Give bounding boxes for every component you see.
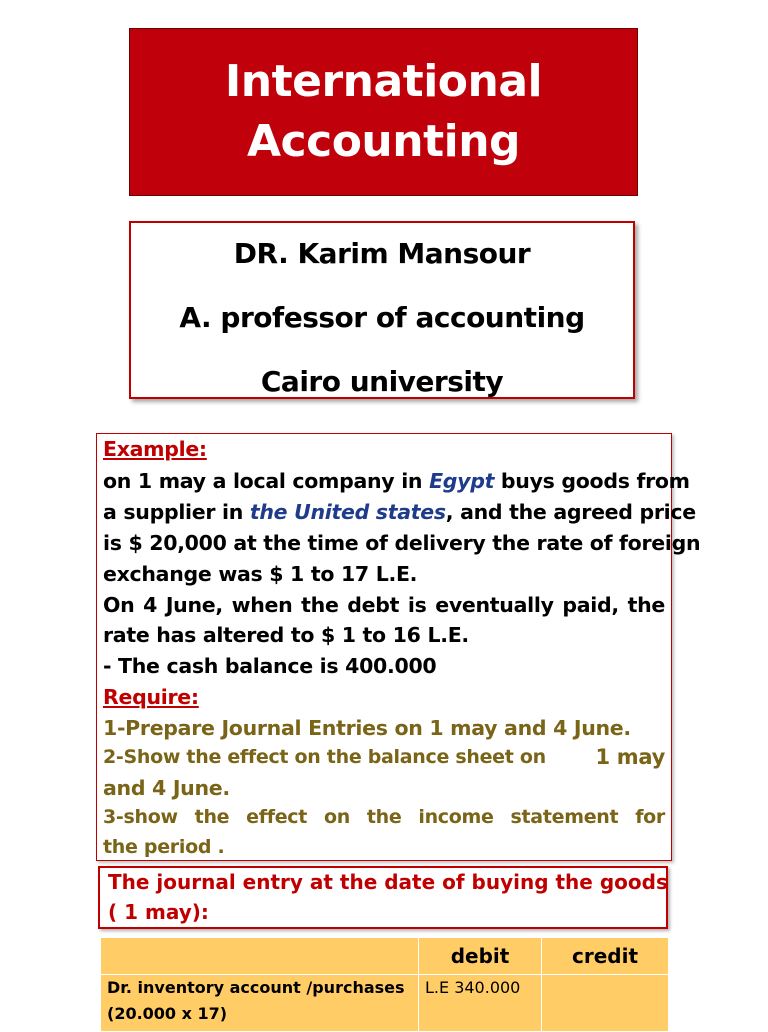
require-item-2: 2-Show the effect on the balance sheet on 1 may <box>103 745 665 769</box>
journal-caption <box>98 866 668 929</box>
table-row <box>101 975 669 1032</box>
author-university: Cairo university <box>260 365 504 398</box>
journal-table <box>100 937 669 1032</box>
account-detail: (20.000 x 17) <box>107 1004 228 1023</box>
header-credit: credit <box>542 938 669 975</box>
example-line-1: on 1 may a local company in Egypt buys goods from <box>103 469 690 493</box>
header-account <box>101 938 419 975</box>
header-debit: debit <box>419 938 542 975</box>
cell-debit: L.E 340.000 <box>419 975 542 1032</box>
require-item-1: 1-Prepare Journal Entries on 1 may and 4 June. <box>103 716 631 740</box>
title-line-1: International <box>224 56 543 107</box>
author-position: A. professor of accounting <box>179 301 585 334</box>
account-name: Dr. inventory account /purchases <box>107 978 405 997</box>
example-line-3: is $ 20,000 at the time of delivery the rate of foreign <box>103 531 701 555</box>
title-line-2: Accounting <box>246 116 521 167</box>
example-heading: Example: <box>103 437 207 461</box>
require-item-3-cont: the period . <box>103 836 225 858</box>
example-line-4: exchange was $ 1 to 17 L.E. <box>103 562 418 586</box>
cell-credit <box>542 975 669 1032</box>
require-heading: Require: <box>103 685 199 709</box>
example-line-7: - The cash balance is 400.000 <box>103 654 437 678</box>
example-line-6: rate has altered to $ 1 to 16 L.E. <box>103 623 469 647</box>
cell-account <box>101 975 419 1032</box>
require-item-3: 3-show the effect on the income statement for <box>103 806 665 828</box>
table-header-row <box>101 938 669 975</box>
united-states-text: the United states <box>249 500 446 524</box>
example-line-2: a supplier in the United states, and the agreed price <box>103 500 696 524</box>
author-name: DR. Karim Mansour <box>233 237 531 270</box>
example-panel <box>96 433 701 861</box>
require-item-2-cont: and 4 June. <box>103 776 230 800</box>
author-card <box>129 221 635 399</box>
egypt-text: Egypt <box>429 469 495 493</box>
title-banner <box>129 28 638 196</box>
example-line-5: On 4 June, when the debt is eventually paid, the <box>103 593 665 617</box>
journal-line-1: The journal entry at the date of buying the goods <box>108 870 668 894</box>
journal-line-2: ( 1 may): <box>108 900 209 924</box>
